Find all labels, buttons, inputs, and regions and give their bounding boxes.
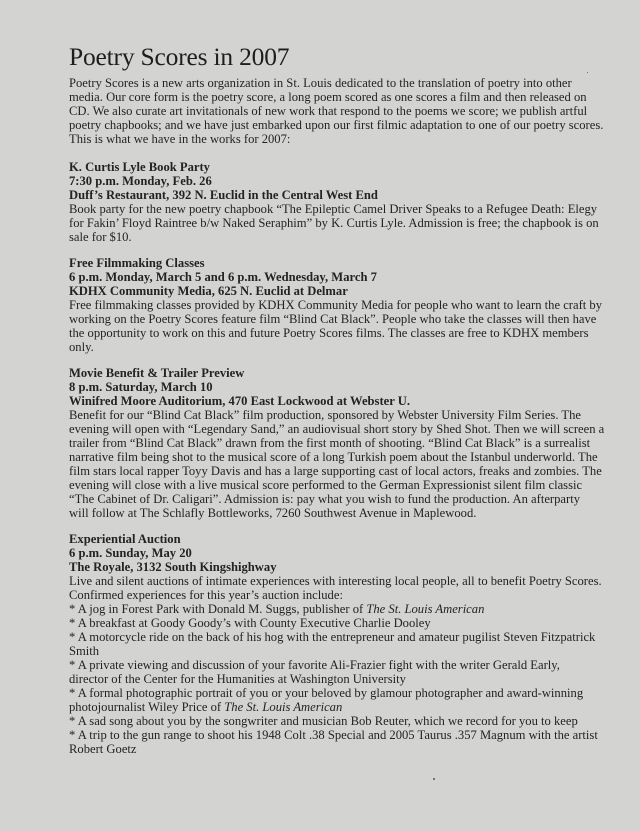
intro-line: This is what we have in the works for 2007: [69, 132, 291, 146]
event-title: Free Filmmaking Classes [69, 256, 205, 270]
auction-item-line [69, 700, 589, 714]
text-segment: * A jog in Forest Park with Donald M. Suggs, publisher of [69, 602, 367, 616]
event-description-line: Live and silent auctions of intimate experiences with interesting local people, all to benefit Poetry Scores. [69, 574, 602, 588]
event-description-line: the opportunity to work on this and future Poetry Scores films. The classes are free to KDHX members [69, 326, 589, 340]
auction-item-line [69, 714, 589, 728]
event-description-line: evening will close with a live musical score performed to the German Expressionist silent film classic [69, 478, 583, 492]
event-venue: Duff’s Restaurant, 392 N. Euclid in the Central West End [69, 188, 378, 202]
event-venue: KDHX Community Media, 625 N. Euclid at Delmar [69, 284, 348, 298]
intro-line: poetry chapbooks; and we have just embarked upon our first filmic adaptation to one of our poetry scores. [69, 118, 604, 132]
text-segment: director of the Center for the Humanities at Washington University [69, 672, 406, 686]
event-description-line: Free filmmaking classes provided by KDHX Community Media for people who want to learn the craft by [69, 298, 603, 312]
event-description-line: film stars local rapper Toyy Davis and has a large supporting cast of local actors, freaks and zombies. The [69, 464, 602, 478]
text-segment: * A motorcycle ride on the back of his hog with the entrepreneur and amateur pugilist Steven Fitzpatrick [69, 630, 596, 644]
page-title: Poetry Scores in 2007 [69, 42, 290, 71]
event-title: Movie Benefit & Trailer Preview [69, 366, 245, 380]
event-title: K. Curtis Lyle Book Party [69, 160, 210, 174]
scan-speck [587, 72, 588, 73]
intro-line: Poetry Scores is a new arts organization in St. Louis dedicated to the translation of poetry into other [69, 76, 572, 90]
event-description-line: only. [69, 340, 94, 354]
event-description-line: Book party for the new poetry chapbook “The Epileptic Camel Driver Speaks to a Refugee Death: Elegy [69, 202, 598, 216]
auction-item-line [69, 686, 589, 700]
event-description-line: for Fakin’ Floyd Raintree b/w Naked Seraphim” by K. Curtis Lyle. Admission is free; the chapbook is on [69, 216, 599, 230]
text-segment: * A formal photographic portrait of you or your beloved by glamour photographer and award-winning [69, 686, 584, 700]
text-segment: photojournalist Wiley Price of [69, 700, 225, 714]
event-venue: Winifred Moore Auditorium, 470 East Lockwood at Webster U. [69, 394, 410, 408]
event-description-line: Confirmed experiences for this year’s auction include: [69, 588, 343, 602]
event-description-line: will follow at The Schlafly Bottleworks, 7260 Southwest Avenue in Maplewood. [69, 506, 477, 520]
intro-line: CD. We also curate art invitationals of new work that respond to the poems we score; we publish artful [69, 104, 588, 118]
publication-title: The St. Louis American [224, 700, 343, 714]
event-time: 8 p.m. Saturday, March 10 [69, 380, 213, 394]
scan-speck [433, 778, 435, 780]
text-segment: * A trip to the gun range to shoot his 1948 Colt .38 Special and 2005 Taurus .357 Magnum with the artist [69, 728, 598, 742]
event-description-line: evening will open with “Legendary Sand,” an audiovisual short story by Shed Shot. Then we will screen a [69, 422, 605, 436]
text-segment: * A sad song about you by the songwriter and musician Bob Reuter, which we record for you to keep [69, 714, 578, 728]
auction-item-line [69, 602, 589, 616]
text-segment: Smith [69, 644, 100, 658]
event-description-line: trailer from “Blind Cat Black” drawn from the first month of shooting. “Blind Cat Black” is a surrealist [69, 436, 591, 450]
event-sections [69, 160, 605, 756]
event-description-line: narrative film being shot to the musical score of a long Turkish poem about the Istanbul underworld. The [69, 450, 598, 464]
intro-line: media. Our core form is the poetry score, a long poem scored as one scores a film and then released on [69, 90, 587, 104]
event-section [69, 366, 605, 520]
event-title: Experiential Auction [69, 532, 181, 546]
intro-paragraph [69, 76, 604, 146]
event-description-line: Benefit for our “Blind Cat Black” film production, sponsored by Webster University Film Series. The [69, 408, 581, 422]
text-segment: * A breakfast at Goody Goody’s with County Executive Charlie Dooley [69, 616, 431, 630]
document-page [69, 42, 605, 756]
event-time: 7:30 p.m. Monday, Feb. 26 [69, 174, 212, 188]
auction-item-line [69, 658, 589, 672]
auction-item-line [69, 616, 589, 630]
auction-item-line [69, 630, 596, 644]
auction-item-line [69, 728, 598, 742]
auction-item-line [69, 644, 589, 658]
text-segment: * A private viewing and discussion of your favorite Ali-Frazier fight with the writer Gerald Early, [69, 658, 560, 672]
event-description-line: “The Cabinet of Dr. Caligari”. Admission is: pay what you wish to fund the production. An afterparty [69, 492, 580, 506]
event-section [69, 256, 603, 354]
text-segment: Robert Goetz [69, 742, 137, 756]
auction-item-line [69, 672, 589, 686]
event-section [69, 160, 599, 244]
event-venue: The Royale, 3132 South Kingshighway [69, 560, 277, 574]
event-section [69, 532, 602, 756]
event-time: 6 p.m. Monday, March 5 and 6 p.m. Wednesday, March 7 [69, 270, 377, 284]
publication-title: The St. Louis American [366, 602, 485, 616]
event-description-line: sale for $10. [69, 230, 132, 244]
event-description-line: working on the Poetry Scores feature film “Blind Cat Black”. People who take the classes will then have [69, 312, 597, 326]
auction-item-line [69, 742, 589, 756]
event-time: 6 p.m. Sunday, May 20 [69, 546, 192, 560]
